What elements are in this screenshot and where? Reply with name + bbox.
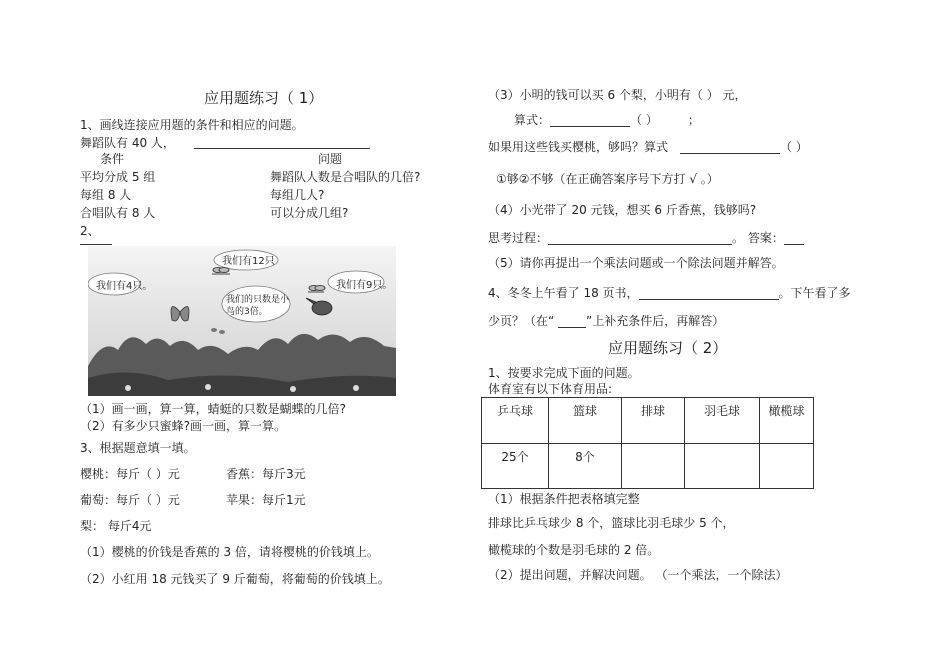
table-row — [482, 398, 814, 444]
page-title-2: 应用题练习（ 2） — [608, 339, 728, 357]
value-rugby[interactable] — [760, 444, 814, 489]
q1-question-3[interactable]: 可以分成几组? — [270, 206, 349, 220]
q1-question-1[interactable]: 舞蹈队人数是合唱队的几倍? — [270, 170, 421, 184]
price-cherry[interactable]: 樱桃：每斤（ ）元 — [80, 467, 180, 481]
q4-quote-blank — [558, 315, 586, 328]
q3-instruction: 3、根据题意填一填。 — [80, 441, 196, 455]
answer-blank[interactable] — [784, 232, 804, 245]
formula-end: ； — [687, 113, 700, 127]
think-label: 思考过程： — [488, 231, 549, 245]
q1-condition-2[interactable]: 每组 8 人 — [80, 188, 132, 202]
q1-col-condition: 条件 — [100, 152, 125, 166]
cherry-paren[interactable]: （ ） — [780, 140, 808, 154]
q4-line1-pre: 4、冬冬上午看了 18 页书， — [488, 286, 639, 300]
q1-instruction: 1、画线连接应用题的条件和相应的问题。 — [80, 118, 304, 132]
q4-line1-post: 。下午看了多 — [778, 286, 851, 300]
equipment-table — [481, 397, 814, 489]
p2-cond2: 橄榄球的个数是羽毛球的 2 倍。 — [488, 543, 660, 557]
choice-line[interactable]: ①够②不够（在正确答案序号下方打 √ 。） — [496, 172, 719, 186]
p2-sub1: （1）根据条件把表格填完整 — [488, 492, 640, 506]
think-end: 。 答案： — [732, 231, 784, 245]
q1-answer-line[interactable] — [194, 148, 370, 149]
header-pingpong: 乒乓球 — [482, 398, 549, 444]
q2-label: 2、 — [80, 224, 100, 238]
p2-sub2: （2）提出问题，并解决问题。 （一个乘法，一个除法） — [488, 568, 788, 582]
q2-sub2: （2）有多少只蜜蜂?画一画，算一算。 — [80, 419, 287, 433]
value-basketball: 8个 — [549, 444, 622, 489]
q4-line2 — [488, 314, 724, 328]
bubble-bees: 我们的只数是小鸟的3倍。 — [226, 295, 290, 317]
q1-question-2[interactable]: 每组几人? — [270, 188, 325, 202]
formula-paren[interactable]: （ ） — [630, 113, 658, 127]
q4-condition-blank[interactable] — [639, 287, 779, 300]
think-blank[interactable] — [548, 232, 732, 245]
header-volleyball: 排球 — [622, 398, 685, 444]
page-title-1: 应用题练习（ 1） — [204, 89, 324, 107]
header-rugby: 橄榄球 — [760, 398, 814, 444]
value-pingpong: 25个 — [482, 444, 549, 489]
formula-label — [514, 113, 700, 127]
q3-sub4: （4）小光带了 20 元钱，想买 6 斤香蕉，钱够吗? — [488, 203, 757, 217]
p2-cond1: 排球比乒乓球少 8 个，篮球比羽毛球少 5 个， — [488, 516, 735, 530]
price-banana: 香蕉：每斤3元 — [226, 467, 306, 481]
q4-line2-pre: 少页？（在“ — [488, 314, 559, 328]
bubble-dragonflies: 我们有12只 — [222, 256, 275, 267]
formula-blank[interactable] — [550, 114, 630, 127]
bubble-birds: 我们有9只。 — [336, 280, 393, 291]
q4-line2-post: ”上补充条件后，再解答） — [586, 314, 725, 328]
p2-intro: 体育室有以下体育用品: — [488, 382, 613, 396]
bubble-butterflies: 我们有4只。 — [96, 281, 153, 292]
q3-sub2: （2）小红用 18 元钱买了 9 斤葡萄，将葡萄的价钱填上。 — [80, 572, 390, 586]
price-pear: 梨： 每斤4元 — [80, 519, 152, 533]
q2-sub1: （1）画一画，算一算，蜻蜓的只数是蝴蝶的几倍? — [80, 402, 347, 416]
price-grape[interactable]: 葡萄：每斤（ ）元 — [80, 493, 180, 507]
q3-sub5: （5）请你再提出一个乘法问题或一个除法问题并解答。 — [488, 256, 784, 270]
cherry-question-text: 如果用这些钱买樱桃，够吗？算式 — [488, 140, 669, 154]
p2-q1: 1、按要求完成下面的问题。 — [488, 366, 640, 380]
q3-sub1: （1）樱桃的价钱是香蕉的 3 倍，请将樱桃的价钱填上。 — [80, 545, 379, 559]
value-badminton[interactable] — [685, 444, 760, 489]
think-line — [488, 231, 804, 245]
q3-sub3: （3）小明的钱可以买 6 个梨，小明有（ ） 元， — [488, 88, 747, 102]
q1-premise: 舞蹈队有 40 人， — [80, 136, 175, 150]
cherry-formula-blank[interactable] — [680, 141, 780, 154]
q1-condition-1[interactable]: 平均分成 5 组 — [80, 170, 156, 184]
table-row — [482, 444, 814, 489]
header-basketball: 篮球 — [549, 398, 622, 444]
price-apple: 苹果：每斤1元 — [226, 493, 306, 507]
q1-col-question: 问题 — [318, 152, 343, 166]
header-badminton: 羽毛球 — [685, 398, 760, 444]
q2-answer-line[interactable] — [80, 244, 112, 245]
value-volleyball[interactable] — [622, 444, 685, 489]
cherry-question — [488, 140, 808, 154]
q1-condition-3[interactable]: 合唱队有 8 人 — [80, 206, 156, 220]
formula-prefix: 算式： — [514, 113, 551, 127]
q4-line1 — [488, 286, 851, 300]
